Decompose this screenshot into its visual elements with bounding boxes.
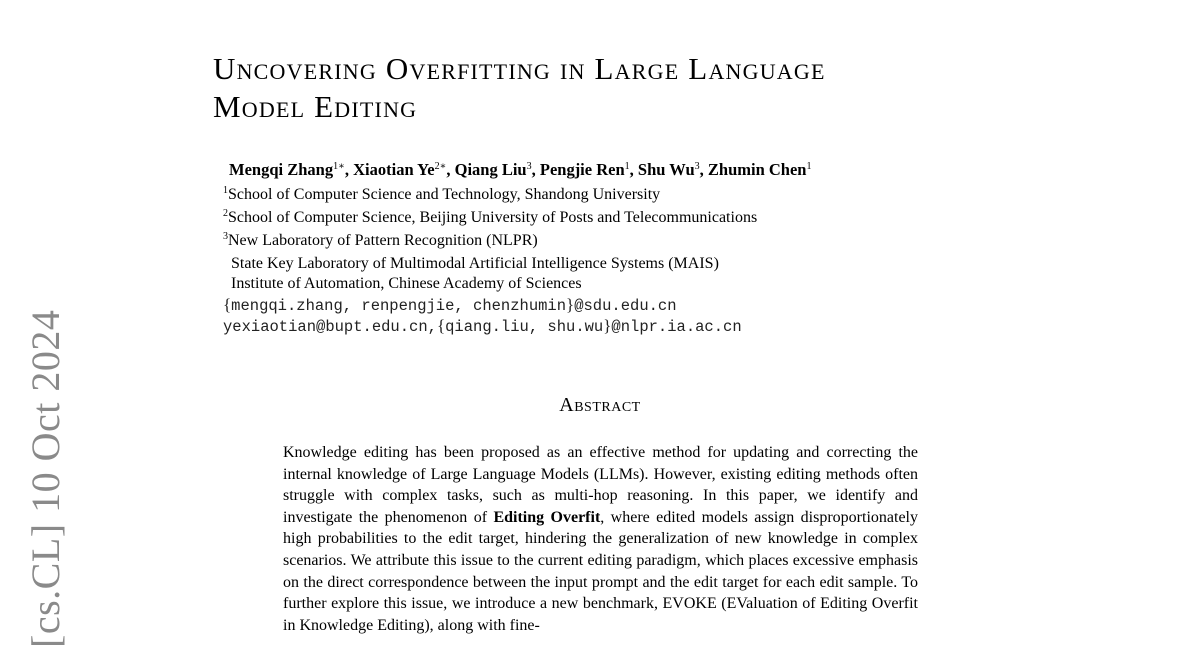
affiliation-2: $^2$School of Computer Science, Beijing University of Posts and Telecommunications [223,208,758,226]
author-affiliation-mark: 3 [694,161,700,172]
author-list: Mengqi Zhang$^{1∗}$, Xiaotian $Ye^{2∗}$, Qiang Liu$^3$, Pengjie Ren$^1$, Shu Wu$^3$, Zhumin Chen$^1$ [229,160,812,179]
title-line-2: Model Editing [213,89,418,124]
author-name: Xiaotian Ye [353,160,435,179]
affiliation-3-line-3: Institute of Automation, Chinese Academy of Sciences [231,275,582,292]
paper-title [213,50,1013,126]
email-line-2: yexiaotian@bupt.edu.cn,{qiang.liu, shu.wu}@nlpr.ia.ac.cn [223,316,742,336]
author-name: Shu Wu [637,160,695,179]
author-affiliation-mark: 3 [526,161,532,172]
affiliation-1: $^1$School of Computer Science and Technology, Shandong University [223,185,661,203]
author-name: Qiang Liu [454,160,527,179]
abstract-text: Knowledge editing has been proposed as an effective method for updating and correcting the internal knowledge of Large Language Models (LLMs). However, existing editing methods often struggle with complex tasks, such as multi-hop reasoning. In this paper, we identify and investigate the phenomenon of Editing Overfit, where edited models assign disproportionately high probabilities to the edit target, hindering the generalization of new knowledge in complex scenarios. We attribute this issue to the current editing paradigm, which places excessive emphasis on the direct correspondence between the input prompt and the edit target for each edit sample. To further explore this issue, we introduce a new benchmark, EVOKE (EValuation of Editing Overfit in Knowledge Editing), along with fine- [283,444,918,634]
arxiv-side-stamp: [cs.CL] 10 Oct 2024 [23,309,68,648]
author-name: Mengqi Zhang [229,160,334,179]
abstract-heading: Abstract [559,394,641,416]
author-affiliation-mark: 2∗ [434,161,447,172]
author-affiliation-mark: 1∗ [333,161,345,172]
author-affiliation-mark: 1 [806,161,812,172]
author-affiliation-mark: 1 [624,161,630,172]
author-name: Zhumin Chen [707,160,807,179]
affiliation-3: $^3$New Laboratory of Pattern Recognition (NLPR) [223,231,538,249]
affiliation-3-line-2: State Key Laboratory of Multimodal Artificial Intelligence Systems (MAIS) [231,255,719,272]
email-line-1: {mengqi.zhang, renpengjie, chenzhumin}@sdu.edu.cn [223,295,677,315]
title-line-1: Uncovering Overfitting in Large Language [213,51,826,86]
editing-overfit-term: Editing Overfit [493,508,601,526]
author-name: Pengjie Ren [539,160,625,179]
